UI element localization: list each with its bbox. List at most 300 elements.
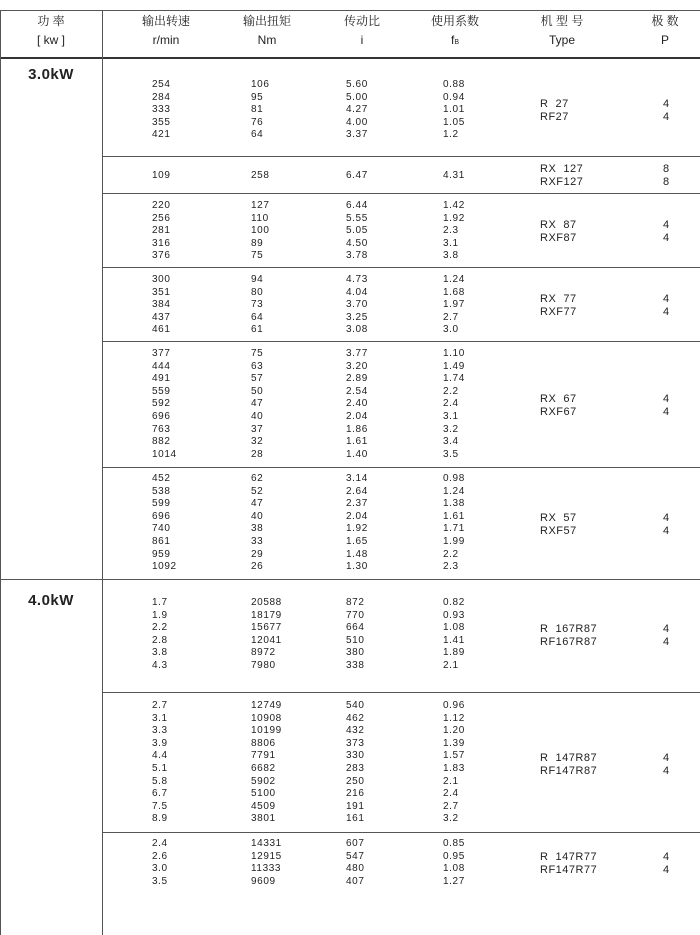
header-torque-title: 输出扭矩	[242, 14, 291, 28]
service-factor-value: 1.01	[443, 104, 465, 116]
torque-value: 258	[251, 170, 270, 181]
service-factor-value: 1.97	[443, 299, 465, 311]
ratio-column	[346, 79, 368, 142]
header-speed	[126, 12, 206, 56]
model-type-value: RXF57	[540, 525, 577, 537]
ratio-value: 432	[346, 725, 365, 737]
group-divider	[102, 267, 700, 268]
ratio-value: 4.50	[346, 237, 368, 249]
torque-value: 32	[251, 436, 264, 448]
speed-value: 384	[152, 299, 171, 311]
ratio-column	[346, 200, 368, 263]
model-type-value: R 147R87	[540, 752, 598, 764]
service-factor-column	[443, 473, 465, 574]
service-factor-value: 2.1	[443, 659, 459, 671]
group-divider	[102, 692, 700, 693]
model-type-value: RF147R77	[540, 864, 598, 876]
torque-value: 64	[251, 311, 264, 323]
service-factor-value: 1.99	[443, 535, 465, 547]
header-torque-unit: Nm	[257, 33, 277, 47]
model-type	[540, 752, 597, 778]
service-factor-column	[443, 597, 465, 673]
ratio-value: 3.20	[346, 360, 368, 372]
speed-column	[152, 597, 168, 673]
model-type-value: RF27	[540, 111, 569, 123]
model-type	[540, 163, 583, 189]
header-bottom-border	[0, 57, 700, 59]
ratio-value: 2.54	[346, 385, 368, 397]
speed-value: 351	[152, 286, 171, 298]
model-type-value: RX 57	[540, 512, 577, 524]
torque-value: 7791	[251, 750, 276, 762]
torque-value: 81	[251, 104, 264, 116]
header-model	[522, 12, 602, 56]
speed-value: 592	[152, 398, 171, 410]
torque-value: 52	[251, 485, 264, 497]
torque-value: 10199	[251, 725, 282, 737]
speed-value: 333	[152, 104, 171, 116]
ratio-value: 3.77	[346, 348, 368, 359]
torque-value: 75	[251, 250, 264, 262]
header-poles-title: 极 数	[651, 14, 679, 28]
speed-value: 763	[152, 423, 171, 435]
group-divider	[102, 193, 700, 194]
ratio-column	[346, 473, 368, 574]
torque-value: 40	[251, 510, 264, 522]
speed-value: 5.1	[152, 762, 168, 774]
ratio-value: 338	[346, 659, 365, 671]
speed-value: 3.0	[152, 863, 168, 875]
service-factor-value: 3.4	[443, 436, 459, 448]
speed-value: 599	[152, 498, 171, 510]
header-torque	[227, 12, 307, 56]
ratio-column	[346, 700, 365, 826]
service-factor-value: 1.08	[443, 863, 465, 875]
service-factor-value: 3.1	[443, 410, 459, 422]
poles	[663, 163, 669, 189]
ratio-value: 161	[346, 813, 365, 825]
poles-value: 4	[663, 636, 670, 648]
torque-column	[251, 200, 270, 263]
service-factor-value: 0.85	[443, 838, 465, 849]
service-factor-value: 2.7	[443, 311, 459, 323]
model-type-value: R 167R87	[540, 623, 598, 635]
ratio-value: 3.78	[346, 250, 368, 262]
service-factor-value: 1.42	[443, 200, 465, 211]
speed-value: 461	[152, 324, 171, 336]
ratio-value: 6.44	[346, 200, 368, 211]
model-type-value: RXF77	[540, 306, 577, 318]
speed-column	[152, 473, 177, 574]
speed-value: 254	[152, 79, 171, 90]
ratio-value: 547	[346, 850, 365, 862]
ratio-column	[346, 597, 365, 673]
torque-value: 89	[251, 237, 264, 249]
poles	[663, 219, 669, 245]
speed-column	[152, 700, 168, 826]
group-divider	[102, 156, 700, 157]
speed-value: 2.7	[152, 700, 168, 711]
speed-value: 109	[152, 170, 171, 181]
service-factor-value: 1.71	[443, 523, 465, 535]
ratio-value: 6.47	[346, 170, 368, 181]
torque-value: 15677	[251, 622, 282, 634]
ratio-value: 3.08	[346, 324, 368, 336]
poles-value: 4	[663, 98, 670, 110]
power-label-4kw: 4.0kW	[28, 592, 74, 609]
torque-value: 12749	[251, 700, 282, 711]
speed-value: 316	[152, 237, 171, 249]
speed-value: 220	[152, 200, 171, 211]
power-label-3kw: 3.0kW	[28, 66, 74, 83]
service-factor-value: 1.12	[443, 712, 465, 724]
ratio-value: 4.27	[346, 104, 368, 116]
service-factor-value: 1.24	[443, 274, 465, 285]
torque-value: 7980	[251, 659, 276, 671]
speed-value: 538	[152, 485, 171, 497]
service-factor-value: 2.3	[443, 561, 459, 573]
header-power-unit: [ kw ]	[36, 33, 65, 47]
header-model-unit: Type	[548, 33, 575, 47]
power-column-divider	[102, 10, 103, 935]
ratio-column	[346, 274, 368, 337]
speed-value: 5.8	[152, 775, 168, 787]
model-type-value: RF147R87	[540, 765, 598, 777]
ratio-value: 1.40	[346, 448, 368, 460]
ratio-value: 250	[346, 775, 365, 787]
speed-value: 3.1	[152, 712, 168, 724]
torque-column	[251, 473, 263, 574]
ratio-column	[346, 170, 368, 183]
torque-value: 75	[251, 348, 264, 359]
ratio-value: 607	[346, 838, 365, 849]
group-divider	[102, 832, 700, 833]
ratio-column	[346, 838, 365, 888]
speed-value: 861	[152, 535, 171, 547]
speed-value: 2.8	[152, 634, 168, 646]
torque-value: 63	[251, 360, 264, 372]
ratio-column	[346, 348, 368, 461]
header-service-factor-unit	[415, 31, 495, 52]
ratio-value: 191	[346, 800, 365, 812]
ratio-value: 373	[346, 737, 365, 749]
speed-value: 4.4	[152, 750, 168, 762]
ratio-value: 770	[346, 609, 365, 621]
speed-value: 491	[152, 373, 171, 385]
ratio-value: 1.30	[346, 561, 368, 573]
ratio-value: 3.37	[346, 129, 368, 141]
speed-value: 355	[152, 116, 171, 128]
speed-value: 1092	[152, 561, 177, 573]
speed-value: 1.7	[152, 597, 168, 608]
service-factor-value: 1.41	[443, 634, 465, 646]
poles	[663, 851, 669, 877]
poles-value: 8	[663, 176, 670, 188]
ratio-value: 2.64	[346, 485, 368, 497]
torque-value: 37	[251, 423, 264, 435]
torque-value: 73	[251, 299, 264, 311]
torque-value: 106	[251, 79, 270, 90]
torque-value: 61	[251, 324, 264, 336]
ratio-value: 1.48	[346, 548, 368, 560]
torque-column	[251, 79, 270, 142]
poles-value: 4	[663, 293, 670, 305]
ratio-value: 5.05	[346, 225, 368, 237]
model-type	[540, 623, 597, 649]
model-type-value: R 147R77	[540, 851, 598, 863]
ratio-value: 2.37	[346, 498, 368, 510]
speed-value: 1014	[152, 448, 177, 460]
poles-value: 4	[663, 851, 670, 863]
header-poles-unit: P	[660, 33, 669, 47]
header-ratio	[322, 12, 402, 56]
torque-value: 76	[251, 116, 264, 128]
service-factor-value: 4.31	[443, 170, 465, 181]
header-service-factor	[415, 12, 495, 56]
ratio-value: 4.04	[346, 286, 368, 298]
header-poles	[630, 12, 700, 56]
service-factor-value: 2.7	[443, 800, 459, 812]
torque-column	[251, 170, 270, 183]
ratio-value: 1.65	[346, 535, 368, 547]
service-factor-value: 2.4	[443, 398, 459, 410]
service-factor-value: 1.38	[443, 498, 465, 510]
service-factor-column	[443, 170, 465, 183]
service-factor-value: 1.74	[443, 373, 465, 385]
torque-value: 10908	[251, 712, 282, 724]
speed-value: 3.5	[152, 875, 168, 887]
poles-value: 4	[663, 306, 670, 318]
poles-value: 4	[663, 406, 670, 418]
speed-value: 284	[152, 91, 171, 103]
header-ratio-title: 传动比	[343, 14, 380, 28]
speed-value: 559	[152, 385, 171, 397]
poles-value: 4	[663, 111, 670, 123]
torque-value: 33	[251, 535, 264, 547]
speed-value: 2.6	[152, 850, 168, 862]
model-type-value: RX 127	[540, 163, 584, 175]
header-speed-title: 输出转速	[141, 14, 190, 28]
ratio-value: 5.60	[346, 79, 368, 90]
service-factor-value: 1.05	[443, 116, 465, 128]
torque-value: 62	[251, 473, 264, 484]
service-factor-value: 1.2	[443, 129, 459, 141]
torque-value: 110	[251, 212, 269, 224]
power-section-divider	[0, 579, 700, 580]
group-divider	[102, 341, 700, 342]
speed-value: 376	[152, 250, 171, 262]
service-factor-symbol: f	[450, 33, 455, 47]
torque-column	[251, 274, 263, 337]
poles-value: 4	[663, 765, 670, 777]
torque-value: 47	[251, 398, 264, 410]
poles	[663, 623, 669, 649]
ratio-value: 1.61	[346, 436, 368, 448]
torque-value: 127	[251, 200, 270, 211]
ratio-value: 5.55	[346, 212, 368, 224]
ratio-value: 2.04	[346, 410, 368, 422]
speed-value: 3.3	[152, 725, 168, 737]
torque-value: 12915	[251, 850, 282, 862]
poles-value: 4	[663, 752, 670, 764]
torque-value: 80	[251, 286, 264, 298]
poles-value: 4	[663, 512, 670, 524]
service-factor-value: 1.49	[443, 360, 465, 372]
torque-value: 20588	[251, 597, 282, 608]
service-factor-value: 0.94	[443, 91, 465, 103]
speed-column	[152, 200, 171, 263]
torque-value: 57	[251, 373, 264, 385]
service-factor-value: 3.8	[443, 250, 459, 262]
service-factor-value: 1.08	[443, 622, 465, 634]
ratio-value: 3.25	[346, 311, 368, 323]
service-factor-value: 2.1	[443, 775, 459, 787]
torque-column	[251, 700, 282, 826]
torque-value: 94	[251, 274, 264, 285]
service-factor-value: 3.2	[443, 813, 459, 825]
speed-value: 256	[152, 212, 171, 224]
speed-value: 452	[152, 473, 171, 484]
torque-value: 8972	[251, 647, 276, 659]
speed-value: 2.2	[152, 622, 168, 634]
torque-value: 5100	[251, 788, 276, 800]
torque-value: 11333	[251, 863, 282, 875]
header-power-title: 功 率	[37, 14, 65, 28]
torque-value: 26	[251, 561, 264, 573]
model-type-value: R 27	[540, 98, 569, 110]
service-factor-value: 1.24	[443, 485, 465, 497]
torque-value: 95	[251, 91, 264, 103]
ratio-value: 480	[346, 863, 365, 875]
ratio-value: 872	[346, 597, 365, 608]
torque-value: 29	[251, 548, 264, 560]
model-type-value: RF167R87	[540, 636, 598, 648]
poles-value: 4	[663, 525, 670, 537]
model-type-value: RX 87	[540, 219, 577, 231]
header-speed-unit: r/min	[152, 33, 180, 47]
service-factor-value: 1.20	[443, 725, 465, 737]
torque-column	[251, 838, 282, 888]
ratio-value: 330	[346, 750, 365, 762]
service-factor-value: 0.96	[443, 700, 465, 711]
torque-column	[251, 348, 263, 461]
ratio-value: 3.70	[346, 299, 368, 311]
header-power	[0, 12, 102, 56]
service-factor-value: 2.2	[443, 548, 459, 560]
service-factor-value: 1.27	[443, 875, 465, 887]
ratio-value: 2.04	[346, 510, 368, 522]
service-factor-value: 0.93	[443, 609, 465, 621]
model-type	[540, 219, 577, 245]
speed-value: 377	[152, 348, 171, 359]
model-type-value: RXF67	[540, 406, 577, 418]
torque-value: 12041	[251, 634, 282, 646]
poles-value: 4	[663, 864, 670, 876]
ratio-value: 4.00	[346, 116, 368, 128]
ratio-value: 407	[346, 875, 365, 887]
model-type	[540, 851, 597, 877]
poles	[663, 393, 669, 419]
speed-value: 437	[152, 311, 171, 323]
header-service-factor-title: 使用系数	[430, 14, 479, 28]
ratio-value: 380	[346, 647, 365, 659]
poles	[663, 293, 669, 319]
ratio-value: 3.14	[346, 473, 368, 484]
torque-value: 64	[251, 129, 264, 141]
model-type-value: RXF87	[540, 232, 577, 244]
ratio-value: 1.86	[346, 423, 368, 435]
poles-value: 4	[663, 623, 670, 635]
header-ratio-unit: i	[360, 33, 364, 47]
speed-value: 8.9	[152, 813, 168, 825]
model-type	[540, 293, 577, 319]
service-factor-value: 0.88	[443, 79, 465, 90]
service-factor-value: 0.95	[443, 850, 465, 862]
service-factor-value: 1.83	[443, 762, 465, 774]
speed-value: 3.8	[152, 647, 168, 659]
poles-value: 4	[663, 393, 670, 405]
speed-value: 2.4	[152, 838, 168, 849]
speed-value: 421	[152, 129, 171, 141]
service-factor-value: 1.10	[443, 348, 465, 359]
model-type	[540, 98, 569, 124]
service-factor-subscript: B	[454, 39, 459, 46]
service-factor-value: 1.92	[443, 212, 465, 224]
model-type-value: RX 67	[540, 393, 577, 405]
group-divider	[102, 467, 700, 468]
speed-value: 882	[152, 436, 171, 448]
speed-value: 1.9	[152, 609, 168, 621]
service-factor-column	[443, 274, 465, 337]
torque-value: 14331	[251, 838, 282, 849]
service-factor-value: 1.61	[443, 510, 465, 522]
ratio-value: 216	[346, 788, 365, 800]
service-factor-value: 1.39	[443, 737, 465, 749]
speed-value: 3.9	[152, 737, 168, 749]
torque-value: 8806	[251, 737, 276, 749]
speed-column	[152, 79, 171, 142]
model-type	[540, 393, 577, 419]
speed-value: 281	[152, 225, 171, 237]
ratio-value: 2.40	[346, 398, 368, 410]
torque-value: 28	[251, 448, 264, 460]
table-top-border	[0, 10, 700, 11]
service-factor-value: 2.4	[443, 788, 459, 800]
poles	[663, 752, 669, 778]
speed-column	[152, 274, 171, 337]
service-factor-value: 2.2	[443, 385, 459, 397]
service-factor-value: 1.89	[443, 647, 465, 659]
torque-value: 40	[251, 410, 264, 422]
torque-value: 3801	[251, 813, 276, 825]
torque-value: 18179	[251, 609, 282, 621]
speed-value: 696	[152, 510, 171, 522]
speed-value: 300	[152, 274, 171, 285]
service-factor-value: 1.57	[443, 750, 465, 762]
ratio-value: 664	[346, 622, 365, 634]
speed-value: 959	[152, 548, 171, 560]
speed-value: 7.5	[152, 800, 168, 812]
header-model-title: 机 型 号	[540, 14, 584, 28]
service-factor-value: 2.3	[443, 225, 459, 237]
speed-value: 696	[152, 410, 171, 422]
service-factor-value: 1.68	[443, 286, 465, 298]
model-type-value: RXF127	[540, 176, 584, 188]
ratio-value: 510	[346, 634, 365, 646]
ratio-value: 1.92	[346, 523, 368, 535]
service-factor-value: 0.82	[443, 597, 465, 608]
table-left-border	[0, 10, 1, 935]
